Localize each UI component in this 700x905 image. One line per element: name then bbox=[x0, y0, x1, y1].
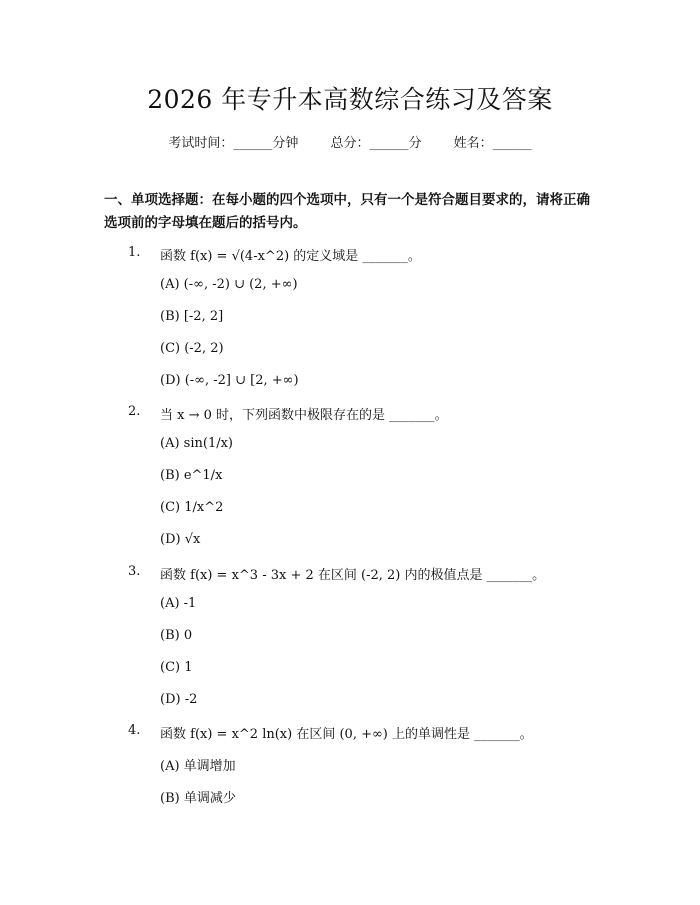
question-text: 函数 f(x) = √(4-x^2) 的定义域是 _______。 bbox=[160, 249, 421, 264]
student-name-field: 姓名：______ bbox=[453, 136, 532, 151]
question-text: 函数 f(x) = x^3 - 3x + 2 在区间 (-2, 2) 内的极值点是 _______。 bbox=[160, 568, 546, 583]
question-number: 4. bbox=[128, 723, 141, 738]
page-title: 2026 年专升本高数综合练习及答案 bbox=[147, 85, 553, 114]
option-b: (B) 单调减少 bbox=[160, 791, 236, 806]
question-number: 2. bbox=[128, 404, 141, 419]
section-heading: 一、单项选择题：在每小题的四个选项中，只有一个是符合题目要求的，请将正确选项前的字母填在题后的括号内。 bbox=[104, 192, 590, 231]
total-score-field: 总分：______分 bbox=[330, 136, 422, 151]
option-c: (C) 1 bbox=[160, 660, 193, 675]
exam-meta bbox=[0, 132, 700, 151]
option-c: (C) 1/x^2 bbox=[160, 500, 224, 515]
question-text: 当 x → 0 时，下列函数中极限存在的是 _______。 bbox=[160, 408, 448, 423]
question-text: 函数 f(x) = x^2 ln(x) 在区间 (0, +∞) 上的单调性是 _______。 bbox=[160, 727, 533, 742]
exam-time-field: 考试时间：______分钟 bbox=[168, 136, 299, 151]
option-d: (D) -2 bbox=[160, 692, 198, 707]
option-a: (A) 单调增加 bbox=[160, 759, 236, 774]
option-b: (B) [-2, 2] bbox=[160, 309, 224, 324]
option-a: (A) sin(1/x) bbox=[160, 436, 233, 451]
question-number: 1. bbox=[128, 245, 141, 260]
option-a: (A) (-∞, -2) ∪ (2, +∞) bbox=[160, 277, 298, 292]
option-d: (D) (-∞, -2] ∪ [2, +∞) bbox=[160, 373, 299, 388]
option-b: (B) 0 bbox=[160, 628, 193, 643]
option-d: (D) √x bbox=[160, 532, 201, 547]
option-c: (C) (-2, 2) bbox=[160, 341, 224, 356]
option-b: (B) e^1/x bbox=[160, 468, 223, 483]
question-number: 3. bbox=[128, 564, 141, 579]
option-a: (A) -1 bbox=[160, 596, 197, 611]
